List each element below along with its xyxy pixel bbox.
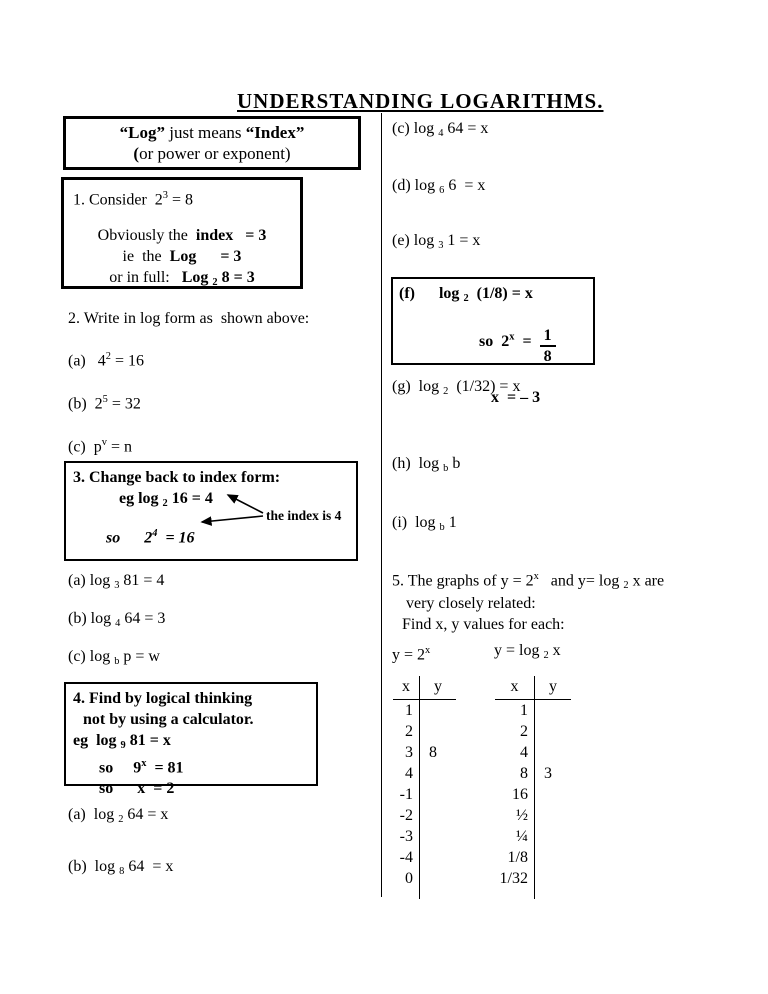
text-part: 3. Change back to index form: (73, 469, 281, 486)
exercise-4b (68, 856, 173, 879)
table2-cell-x: 4 (495, 742, 535, 763)
table2-header-x: x (495, 676, 535, 700)
text-part (233, 227, 245, 244)
column-divider (381, 113, 382, 897)
table2-cell-x: 8 (495, 763, 535, 784)
table2-cell-y[interactable] (535, 742, 571, 763)
table1-cell-y[interactable]: 8 (429, 744, 437, 761)
text-part: 2 (212, 277, 218, 289)
text-part: (c) log (392, 120, 439, 137)
table2-cell-x: ¼ (495, 826, 535, 847)
table1-divider-extension (393, 889, 420, 899)
text-part: (a) log (68, 572, 115, 589)
text-part: (h) log (392, 455, 444, 472)
table-y-equals-log2-x (495, 676, 571, 899)
text-part: = (514, 333, 540, 351)
text-part: b (439, 522, 445, 534)
table2-cell-y[interactable]: 3 (544, 765, 552, 782)
text-part: 1. Consider 2 (73, 191, 163, 209)
exercise-2a (68, 346, 144, 371)
table1-cell-y[interactable] (420, 805, 456, 826)
table1-cell-x: 1 (393, 700, 420, 721)
text-part: 64 = x (124, 858, 174, 875)
table1-cell-x: 2 (393, 721, 420, 742)
text-part (196, 248, 220, 265)
table2-cell-x: 16 (495, 784, 535, 805)
definition-box (63, 116, 361, 170)
text-part: log (438, 285, 464, 302)
text-part: = 16 (110, 352, 144, 370)
text-part: Log (169, 248, 197, 266)
logical-thinking-box (64, 682, 318, 798)
table1-header-y: y (420, 676, 456, 700)
section5-line3: Find x, y values for each: (402, 616, 565, 634)
table2-cell-y[interactable] (535, 700, 571, 721)
text-part: 4. Find by logical thinking (73, 690, 253, 707)
table2-cell-y[interactable] (535, 721, 571, 742)
table1-cell-y[interactable] (420, 721, 456, 742)
exercise-4d (392, 175, 485, 198)
text-part: so x = 2 (99, 780, 175, 798)
table2-cell-y[interactable] (535, 847, 571, 868)
exercise-2c (68, 432, 132, 457)
table2-cell-x: 1/32 (495, 868, 535, 889)
exercise-4a (68, 804, 168, 827)
text-part: 1 = x (443, 232, 481, 249)
text-part: ( (133, 144, 140, 163)
consider-example-box (61, 177, 303, 289)
text-part: so 2 (479, 333, 510, 351)
table2-cell-x: 1 (495, 700, 535, 721)
text-part: 1 (444, 514, 457, 531)
logical-line5 (73, 778, 316, 799)
text-part: (1/32) = x (448, 378, 521, 395)
text-part: y = 2 (392, 646, 426, 664)
text-part: = 3 (220, 248, 242, 266)
table1-cell-x: 4 (393, 763, 420, 784)
table2-divider-extension (495, 889, 535, 899)
text-part: (b) 2 (68, 395, 103, 413)
table1-cell-y[interactable] (420, 826, 456, 847)
table2-cell-y[interactable] (535, 826, 571, 847)
exercise-2b (68, 389, 141, 414)
text-part: “Index” (245, 123, 305, 142)
index-annotation: the index is 4 (266, 508, 342, 523)
text-part: x (509, 332, 515, 343)
text-part: Obviously the (97, 227, 196, 245)
text-part: just means (165, 123, 246, 142)
text-part: 3 (438, 240, 444, 252)
text-part: (c) p (68, 438, 102, 456)
text-part: 81 = x (125, 732, 171, 749)
page-title: UNDERSTANDING LOGARITHMS. (237, 89, 604, 113)
section5-text (392, 566, 664, 635)
text-part: so 9 (99, 759, 142, 777)
text-part: x are (628, 572, 665, 590)
exercise-4i (392, 512, 457, 535)
text-part: and y= log (538, 572, 624, 590)
exercise-4h (392, 453, 460, 476)
fraction-numerator: 1 (540, 327, 556, 347)
table1-cell-y[interactable] (420, 868, 456, 889)
text-part: 8 (119, 866, 125, 878)
text-part: x (425, 645, 431, 656)
text-part: p = w (119, 648, 160, 665)
table2-caption (494, 640, 561, 663)
text-part: 9 (120, 740, 126, 752)
table1-cell-y[interactable] (420, 847, 456, 868)
text-part: (1/8) = x (468, 285, 533, 302)
text-part: = 3 (245, 227, 267, 245)
logical-line2 (73, 709, 316, 730)
table1-cell-y[interactable] (420, 784, 456, 805)
exercise-4e (392, 230, 480, 253)
change-back-heading (73, 467, 356, 488)
text-part: (b) log (68, 610, 116, 627)
text-part: = 81 (146, 759, 184, 777)
text-part: (c) log (68, 648, 115, 665)
in-full-line (73, 267, 300, 290)
exercise-3b (68, 608, 165, 631)
text-part: 64 = x (123, 806, 169, 823)
text-part: 4 (115, 618, 121, 630)
text-part: v (101, 437, 107, 448)
change-back-so-line (73, 523, 356, 548)
text-part: ie the (122, 248, 170, 266)
text-part: 2 (162, 498, 168, 510)
logical-line3 (73, 730, 316, 753)
table1-cell-x: 0 (393, 868, 420, 889)
obviously-line (73, 225, 300, 246)
text-part: x (548, 642, 561, 659)
section5-line1 (392, 566, 664, 593)
text-part: 64 = 3 (120, 610, 166, 627)
text-part (415, 285, 439, 302)
table2-cell-y[interactable] (535, 805, 571, 826)
text-part: 2 (623, 580, 629, 592)
table1-cell-x: -3 (393, 826, 420, 847)
table1-cell-y[interactable] (420, 700, 456, 721)
text-part: 4 (152, 528, 158, 539)
text-part: = 8 (167, 191, 194, 209)
text-part: 8 = 3 (217, 269, 255, 287)
text-part: x = – 3 (491, 389, 541, 406)
table1-cell-x: -2 (393, 805, 420, 826)
text-part: eg log (119, 490, 163, 507)
text-part: = 32 (107, 395, 141, 413)
example-f-line1 (399, 283, 593, 306)
text-part: Log (181, 269, 213, 287)
text-part: or in full: (109, 269, 182, 287)
text-part: 5. The graphs of y = 2 (392, 572, 534, 590)
text-part: x (141, 758, 147, 769)
definition-line2 (66, 143, 358, 164)
text-part: (a) log (68, 806, 119, 823)
text-part: 6 (439, 185, 445, 197)
section5-line2: very closely related: (406, 595, 536, 613)
text-part: (e) log (392, 232, 439, 249)
table2-divider-extension (535, 889, 571, 899)
table1-caption (392, 640, 430, 665)
text-part: eg log (73, 732, 121, 749)
table2-cell-y[interactable] (535, 868, 571, 889)
example-f-line2 (399, 306, 593, 386)
text-part: b (114, 656, 120, 668)
text-part: x (533, 571, 539, 582)
text-part: so (106, 529, 121, 547)
table2-cell-y[interactable] (535, 784, 571, 805)
text-part: (g) log (392, 378, 444, 395)
text-part: = 16 (157, 529, 195, 547)
table1-cell-x: 3 (393, 742, 420, 763)
text-part: (f) (399, 285, 415, 302)
exercise-3a (68, 570, 164, 593)
text-part: b (443, 463, 449, 475)
example-f-line2-text (479, 333, 540, 350)
text-part (120, 529, 144, 546)
text-part: (i) log (392, 514, 440, 531)
text-part: 64 = x (443, 120, 489, 137)
text-part: 2 (543, 650, 549, 662)
table1-cell-x: -4 (393, 847, 420, 868)
consider-line (73, 185, 300, 210)
text-part: index (195, 227, 234, 245)
text-part: 4 (438, 128, 444, 140)
fraction-one-eighth (540, 327, 556, 365)
text-part: b (448, 455, 461, 472)
table-y-equals-2-to-x (393, 676, 456, 899)
text-part: 2 (118, 814, 124, 826)
text-part: (a) 4 (68, 352, 106, 370)
text-part: 2 (463, 293, 469, 305)
text-part: 2 (105, 351, 111, 362)
exercise-3c (68, 646, 160, 669)
text-part: (d) log (392, 177, 440, 194)
text-part: (b) log (68, 858, 120, 875)
text-part: y = log (494, 642, 544, 659)
table1-cell-x: -1 (393, 784, 420, 805)
text-part: 3 (162, 190, 168, 201)
text-part: 3 (114, 580, 120, 592)
exercise-4g (392, 376, 520, 399)
text-part: 81 = 4 (119, 572, 165, 589)
ie-line (73, 246, 300, 267)
text-part: 2 (443, 386, 449, 398)
text-part: = n (106, 438, 132, 456)
table1-divider-extension (420, 889, 456, 899)
text-part: or power or exponent) (139, 144, 291, 163)
definition-line1 (66, 122, 358, 143)
table2-cell-x: 1/8 (495, 847, 535, 868)
table1-header-x: x (393, 676, 420, 700)
logical-line1 (73, 688, 316, 709)
text-part: 6 = x (444, 177, 486, 194)
fraction-denominator: 8 (543, 348, 552, 365)
change-back-box (64, 461, 358, 561)
section2-heading: 2. Write in log form as shown above: (68, 310, 310, 327)
table1-cell-y[interactable] (420, 763, 456, 784)
table2-cell-x: ½ (495, 805, 535, 826)
text-part: 16 = 4 (167, 490, 213, 507)
text-part: 2 (144, 529, 153, 547)
table2-cell-x: 2 (495, 721, 535, 742)
exercise-4c (392, 118, 488, 141)
logical-line4 (73, 753, 316, 778)
text-part: “Log” (119, 123, 165, 142)
table2-header-y: y (535, 676, 571, 700)
text-part: 5 (102, 394, 108, 405)
text-part: not by using a calculator. (83, 711, 254, 728)
